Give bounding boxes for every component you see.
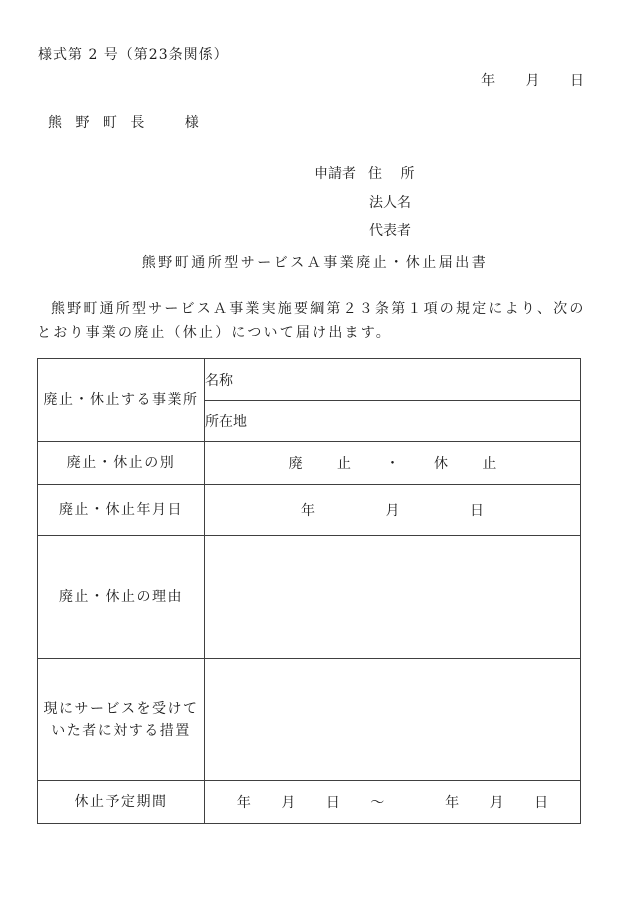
- applicant-block: [314, 160, 414, 246]
- type-label-cell: 廃止・休止の別: [38, 442, 205, 485]
- table-row-reason: [38, 536, 581, 659]
- table-row-measures: [38, 659, 581, 781]
- measures-value-cell: [205, 659, 581, 781]
- addressee-line: 熊 野 町 長 様: [48, 115, 199, 131]
- reason-value-cell: [205, 536, 581, 659]
- body-paragraph: 熊野町通所型サービスＡ事業実施要綱第２３条第１項の規定により、次のとおり事業の廃止（休止）について届け出ます。: [37, 301, 586, 341]
- notification-table: [37, 358, 581, 824]
- date-label-cell: 廃止・休止年月日: [38, 485, 205, 536]
- table-row-office-name: [38, 359, 581, 401]
- date-line: 年 月 日: [481, 73, 584, 89]
- table-row-period: [38, 781, 581, 824]
- table-row-type: [38, 442, 581, 485]
- office-address-cell: 所在地: [205, 401, 581, 442]
- applicant-address-label: 住 所: [368, 166, 415, 182]
- type-value-cell: 廃 止 ・ 休 止: [205, 442, 581, 485]
- period-label-cell: 休止予定期間: [38, 781, 205, 824]
- measures-label-cell: [38, 659, 205, 781]
- measures-label-line1: 現にサービスを受けて: [43, 700, 199, 717]
- date-value-cell: 年 月 日: [205, 485, 581, 536]
- form-number: 様式第 2 号（第23条関係）: [38, 47, 229, 63]
- applicant-representative-label: 代表者: [369, 223, 411, 239]
- office-name-cell: 名称: [205, 359, 581, 401]
- document-title: 熊野町通所型サービスＡ事業廃止・休止届出書: [141, 255, 489, 271]
- period-value-cell: 年 月 日 ～ 年 月 日: [205, 781, 581, 824]
- reason-label-cell: 廃止・休止の理由: [38, 536, 205, 659]
- applicant-address-row: [314, 160, 414, 189]
- applicant-label: 申請者: [314, 166, 356, 182]
- table-row-date: [38, 485, 581, 536]
- applicant-corporation-label: 法人名: [369, 194, 411, 211]
- measures-label-line2: いた者に対する措置: [51, 722, 191, 739]
- office-label-cell: 廃止・休止する事業所: [38, 359, 205, 442]
